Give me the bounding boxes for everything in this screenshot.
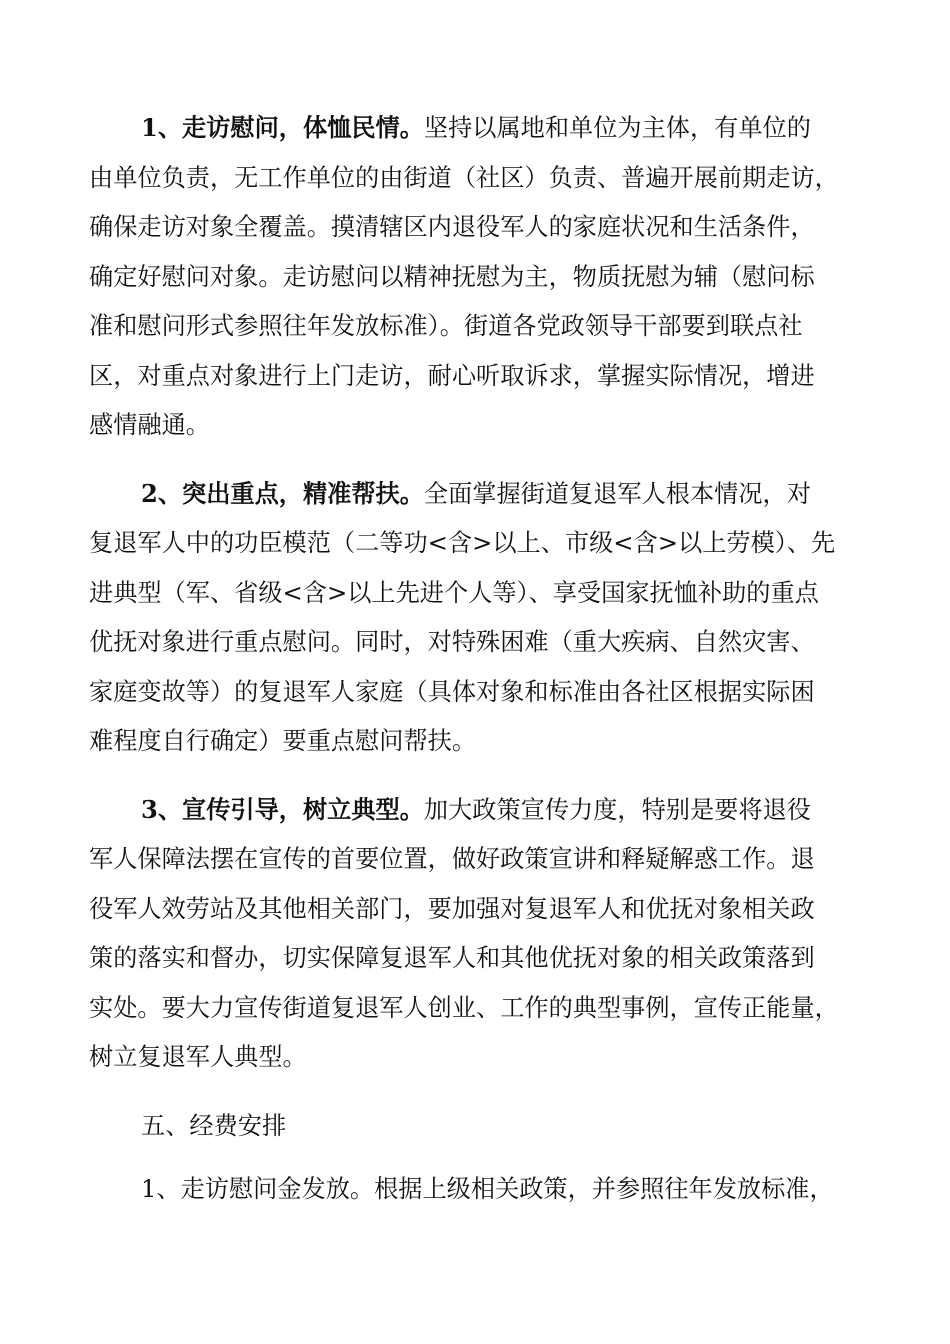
paragraph-text: 坚持以属地和单位为主体，有单位的 [423, 114, 811, 142]
paragraph-line: 由单位负责，无工作单位的由街道（社区）负责、普遍开展前期走访， [89, 164, 839, 192]
paragraph-line: 军人保障法摆在宣传的首要位置，做好政策宣讲和释疑解惑工作。退 [89, 845, 815, 873]
paragraph-line: 优抚对象进行重点慰问。同时，对特殊困难（重大疾病、自然灾害、 [89, 628, 815, 656]
paragraph-line: 确定好慰问对象。走访慰问以精神抚慰为主，物质抚慰为辅（慰问标 [89, 263, 815, 291]
paragraph-line: 策的落实和督办，切实保障复退军人和其他优抚对象的相关政策落到 [89, 944, 815, 972]
paragraph-line: 树立复退军人典型。 [89, 1043, 307, 1071]
paragraph-text: 全面掌握街道复退军人根本情况，对 [423, 480, 811, 508]
paragraph-line: 役军人效劳站及其他相关部门，要加强对复退军人和优抚对象相关政 [89, 895, 815, 923]
paragraph-text: 加大政策宣传力度，特别是要将退役 [423, 796, 811, 824]
paragraph-line: 区，对重点对象进行上门走访，耐心听取诉求，掌握实际情况，增进 [89, 362, 815, 390]
paragraph-line [141, 794, 811, 826]
paragraph-line: 1、走访慰问金发放。根据上级相关政策，并参照往年发放标准， [141, 1175, 834, 1203]
paragraph-line: 难程度自行确定）要重点慰问帮扶。 [89, 727, 477, 755]
paragraph-line: 家庭变故等）的复退军人家庭（具体对象和标准由各社区根据实际困 [89, 678, 815, 706]
paragraph-heading: 2、突出重点，精准帮扶。 [141, 479, 424, 508]
paragraph-line: 进典型（军、省级<含>以上先进个人等）、享受国家抚恤补助的重点 [89, 579, 819, 607]
paragraph-line: 确保走访对象全覆盖。摸清辖区内退役军人的家庭状况和生活条件， [89, 213, 815, 241]
paragraph-line: 复退军人中的功臣模范（二等功<含>以上、市级<含>以上劳模）、先 [89, 529, 836, 557]
paragraph-line [141, 112, 811, 144]
paragraph-line: 准和慰问形式参照往年发放标准）。街道各党政领导干部要到联点社 [89, 312, 803, 340]
paragraph-heading: 1、走访慰问，体恤民情。 [141, 113, 424, 142]
section-title: 五、经费安排 [141, 1112, 287, 1140]
paragraph-heading: 3、宣传引导，树立典型。 [141, 795, 424, 824]
paragraph-line: 感情融通。 [89, 411, 210, 439]
paragraph-line: 实处。要大力宣传街道复退军人创业、工作的典型事例，宣传正能量， [89, 994, 839, 1022]
paragraph-line [141, 478, 811, 510]
